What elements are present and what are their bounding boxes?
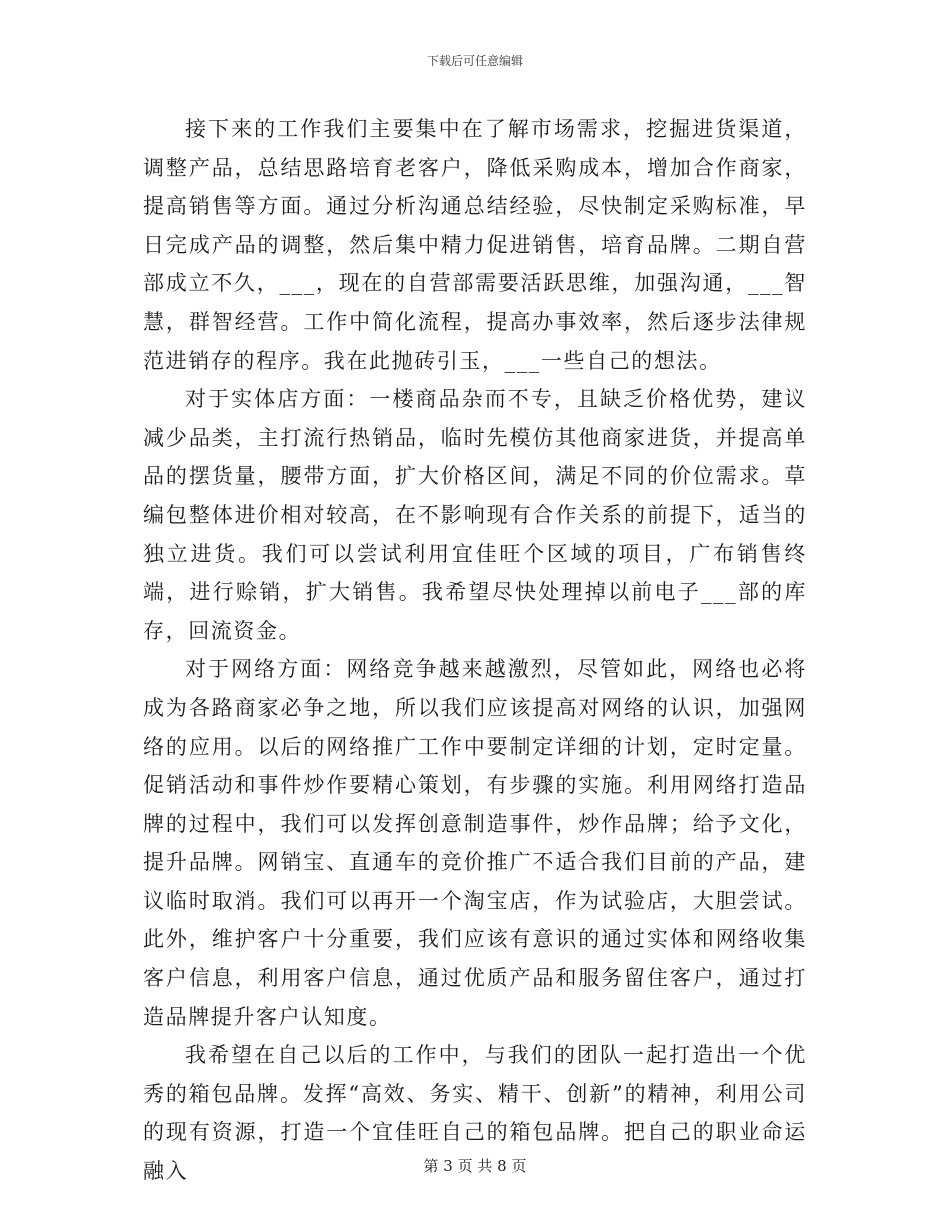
document-body [143, 110, 807, 1191]
paragraph: 接下来的工作我们主要集中在了解市场需求，挖掘进货渠道，调整产品，总结思路培育老客户，降低采购成本，增加合作商家，提高销售等方面。通过分析沟通总结经验，尽快制定采购标准，早日完成产品的调整，然后集中精力促进销售，培育品牌。二期自营部成立不久，___，现在的自营部需要活跃思维，加强沟通，___智慧，群智经营。工作中简化流程，提高办事效率，然后逐步法律规范进销存的程序。我在此抛砖引玉，___一些自己的想法。 [143, 117, 807, 373]
page-number-footer: 第 3 页 共 8 页 [423, 1157, 527, 1175]
paragraph: 对于实体店方面：一楼商品杂而不专，且缺乏价格优势，建议减少品类，主打流行热销品，临时先模仿其他商家进货，并提高单品的摆货量，腰带方面，扩大价格区间，满足不同的价位需求。草编包整体进价相对较高，在不影响现有合作关系的前提下，适当的独立进货。我们可以尝试利用宜佳旺个区域的项目，广布销售终端，进行赊销，扩大销售。我希望尽快处理掉以前电子___部的库存，回流资金。 [143, 387, 807, 643]
paragraph: 我希望在自己以后的工作中，与我们的团队一起打造出一个优秀的箱包品牌。发挥“高效、务实、精干、创新”的精神，利用公司的现有资源，打造一个宜佳旺自己的箱包品牌。把自己的职业命运融入 [143, 1043, 807, 1184]
paragraph: 对于网络方面：网络竞争越来越激烈，尽管如此，网络也必将成为各路商家必争之地，所以我们应该提高对网络的认识，加强网络的应用。以后的网络推广工作中要制定详细的计划，定时定量。促销活动和事件炒作要精心策划，有步骤的实施。利用网络打造品牌的过程中，我们可以发挥创意制造事件，炒作品牌；给予文化，提升品牌。网销宝、直通车的竞价推广不适合我们目前的产品，建议临时取消。我们可以再开一个淘宝店，作为试验店，大胆尝试。此外，维护客户十分重要，我们应该有意识的通过实体和网络收集客户信息，利用客户信息，通过优质产品和服务留住客户，通过打造品牌提升客户认知度。 [143, 657, 807, 1029]
page-header: 下载后可任意编辑 [426, 54, 523, 68]
